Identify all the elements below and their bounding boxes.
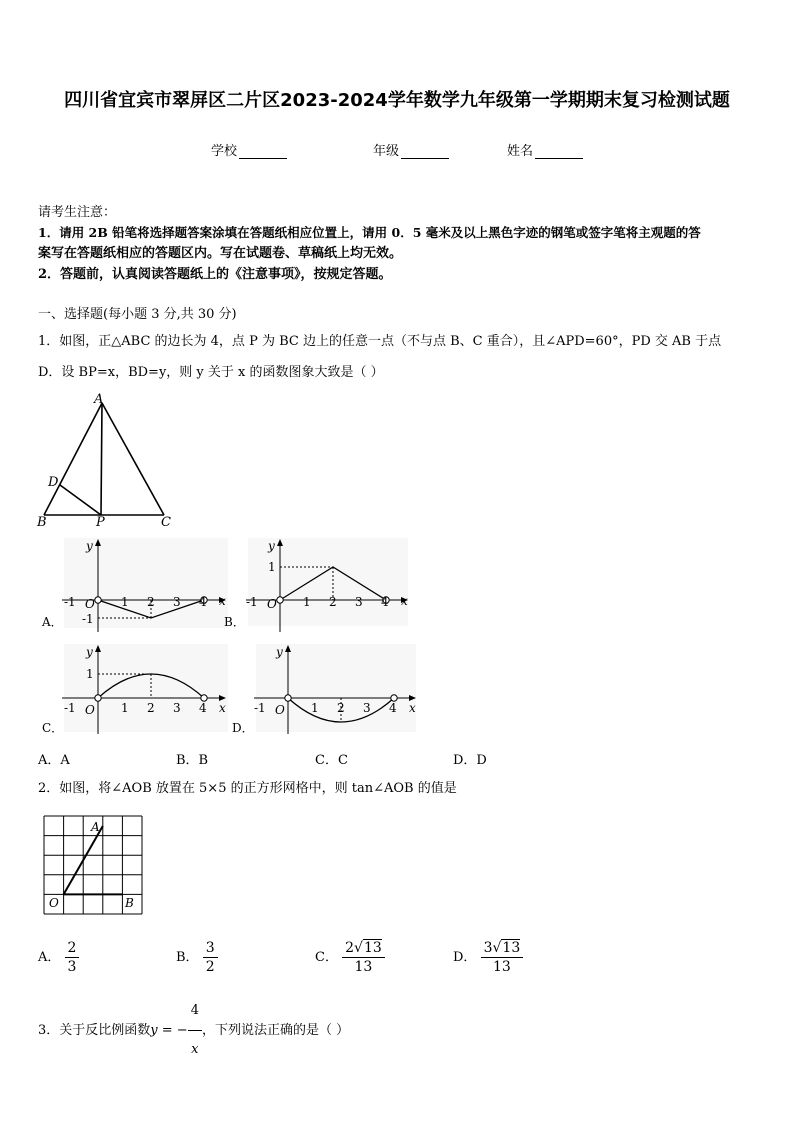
q1-choice-d[interactable]: D．D: [453, 753, 487, 768]
svg-text:1: 1: [303, 595, 311, 609]
svg-text:y: y: [276, 645, 283, 659]
svg-text:3: 3: [355, 595, 363, 609]
notice-item-1a: 1．请用 2B 铅笔将选择题答案涂填在答题纸相应位置上，请用 0．5 毫米及以上黑色字迹的钢笔或签字笔将主观题的答: [38, 225, 701, 240]
svg-text:B: B: [125, 896, 134, 910]
svg-text:2: 2: [147, 701, 155, 715]
notice-heading: 请考生注意：: [38, 205, 117, 220]
q3-suffix: ，下列说法正确的是（ ）: [201, 1023, 350, 1038]
svg-text:x: x: [219, 701, 226, 715]
svg-text:2: 2: [337, 701, 345, 715]
svg-text:y: y: [86, 645, 93, 659]
school-field[interactable]: [211, 140, 287, 159]
svg-text:x: x: [409, 701, 416, 715]
name-label: 姓名: [507, 144, 534, 159]
q2-choice-a[interactable]: A． $\frac{2}{3}$: [38, 940, 79, 975]
svg-text:1: 1: [121, 701, 129, 715]
svg-text:3: 3: [173, 701, 181, 715]
q3-prefix: 3．关于反比例函数: [38, 1023, 151, 1038]
svg-text:-1: -1: [64, 595, 76, 609]
svg-text:3: 3: [363, 701, 371, 715]
q1-choice-a[interactable]: A．A: [38, 753, 70, 768]
vertex-b-label: B: [37, 515, 47, 530]
svg-text:O: O: [85, 597, 95, 611]
svg-text:2: 2: [147, 595, 155, 609]
vertex-c-label: C: [161, 515, 171, 530]
graph-d: [230, 642, 420, 742]
svg-text:2: 2: [329, 595, 337, 609]
vertex-d-label: D: [48, 475, 59, 490]
notice-item-2: 2．答题前，认真阅读答题纸上的《注意事项》，按规定答题。: [38, 267, 392, 282]
svg-text:O: O: [267, 597, 277, 611]
svg-text:1: 1: [86, 667, 94, 681]
q2-choice-b[interactable]: B． $\frac{3}{2}$: [176, 940, 218, 975]
svg-text:3: 3: [173, 595, 181, 609]
svg-text:4: 4: [199, 595, 207, 609]
svg-text:x: x: [401, 594, 408, 608]
q1-choice-b[interactable]: B．B: [176, 753, 209, 768]
q2-choice-c[interactable]: C． $\frac{2√13}{13}$: [315, 940, 385, 975]
svg-text:x: x: [219, 594, 226, 608]
svg-text:-1: -1: [82, 612, 94, 626]
question-2: 2．如图，将∠AOB 放置在 5×5 的正方形网格中，则 tan∠AOB 的值是: [38, 781, 457, 796]
svg-text:O: O: [49, 896, 59, 910]
svg-text:B．: B．: [224, 615, 245, 629]
section-heading: 一、选择题(每小题 3 分,共 30 分): [38, 307, 237, 322]
svg-text:4: 4: [389, 701, 397, 715]
q3-function-lhs: y = −: [150, 1023, 188, 1038]
svg-text:y: y: [86, 539, 93, 553]
svg-text:1: 1: [121, 595, 129, 609]
svg-text:D．: D．: [232, 721, 254, 735]
svg-text:1: 1: [311, 701, 319, 715]
notice-item-1b: 案写在答题纸相应的答题区内。写在试题卷、草稿纸上均无效。: [38, 246, 403, 261]
vertex-p-label: P: [96, 515, 105, 530]
svg-text:4: 4: [199, 701, 207, 715]
name-field[interactable]: [507, 140, 583, 159]
graph-b: [222, 536, 412, 636]
svg-text:1: 1: [268, 560, 276, 574]
svg-text:y: y: [268, 539, 275, 553]
q1-choice-c[interactable]: C．C: [315, 753, 348, 768]
svg-text:4: 4: [381, 595, 389, 609]
triangle-figure: [34, 388, 184, 533]
svg-text:A．: A．: [42, 615, 63, 629]
school-label: 学校: [211, 144, 238, 159]
svg-text:A: A: [91, 820, 100, 834]
graph-c: [38, 642, 228, 742]
grid-figure: [38, 810, 150, 920]
svg-text:C．: C．: [42, 721, 64, 735]
svg-text:-1: -1: [254, 701, 266, 715]
question-1-line-2: D．设 BP=x，BD=y，则 y 关于 x 的函数图象大致是（ ）: [38, 365, 384, 380]
svg-text:-1: -1: [246, 595, 258, 609]
grade-label: 年级: [373, 144, 400, 159]
svg-text:-1: -1: [64, 701, 76, 715]
grade-field[interactable]: [373, 140, 449, 159]
svg-text:O: O: [275, 703, 285, 717]
q2-choice-d[interactable]: D． $\frac{3√13}{13}$: [453, 940, 523, 975]
svg-text:O: O: [85, 703, 95, 717]
vertex-a-label: A: [94, 392, 104, 407]
question-3: 3．关于反比例函数y = − $\frac{4}{x}$ ，下列说法正确的是（ ）: [38, 993, 349, 1068]
question-1-line-1: 1．如图，正△ABC 的边长为 4，点 P 为 BC 边上的任意一点（不与点 B、C 重合），且∠APD=60°，PD 交 AB 于点: [38, 334, 722, 349]
page-title: 四川省宜宾市翠屏区二片区2023-2024学年数学九年级第一学期期末复习检测试题: [64, 90, 730, 111]
graph-a: [38, 536, 228, 636]
